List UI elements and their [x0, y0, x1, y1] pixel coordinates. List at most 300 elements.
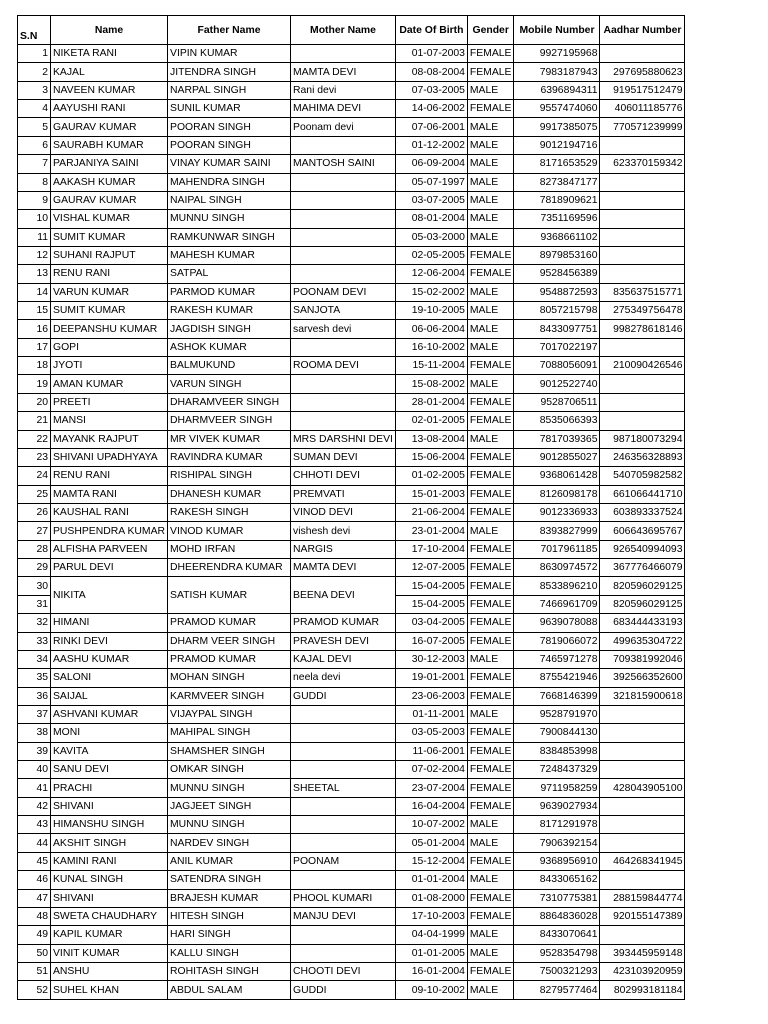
student-name: RENU RANI — [51, 467, 168, 485]
father-name: RISHIPAL SINGH — [168, 467, 291, 485]
row-sn: 36 — [18, 687, 51, 705]
mobile-number: 9528791970 — [514, 705, 600, 723]
father-name: PARMOD KUMAR — [168, 283, 291, 301]
gender: MALE — [467, 302, 514, 320]
date-of-birth: 08-08-2004 — [395, 63, 467, 81]
student-name: SAURABH KUMAR — [51, 136, 168, 154]
gender: MALE — [467, 834, 514, 852]
gender: MALE — [467, 981, 514, 999]
mother-name: VINOD DEVI — [291, 503, 396, 521]
aadhar-number: 367776466079 — [600, 559, 685, 577]
father-name: VIPIN KUMAR — [168, 45, 291, 63]
date-of-birth: 16-07-2005 — [395, 632, 467, 650]
student-name: KAVITA — [51, 742, 168, 760]
header-date-of-birth: Date Of Birth — [395, 16, 467, 45]
aadhar-number — [600, 742, 685, 760]
student-name: ANSHU — [51, 962, 168, 980]
father-name: RAVINDRA KUMAR — [168, 448, 291, 466]
aadhar-number: 428043905100 — [600, 779, 685, 797]
mother-name: SUMAN DEVI — [291, 448, 396, 466]
gender: MALE — [467, 81, 514, 99]
gender: FEMALE — [467, 724, 514, 742]
gender: FEMALE — [467, 265, 514, 283]
date-of-birth: 07-02-2004 — [395, 761, 467, 779]
aadhar-number: 661066441710 — [600, 485, 685, 503]
table-row — [18, 155, 685, 173]
gender: MALE — [467, 375, 514, 393]
student-name: DEEPANSHU KUMAR — [51, 320, 168, 338]
gender: MALE — [467, 705, 514, 723]
date-of-birth: 08-01-2004 — [395, 210, 467, 228]
student-name: NIKITA — [51, 577, 168, 614]
table-row — [18, 357, 685, 375]
student-name: SUHEL KHAN — [51, 981, 168, 999]
header-sn: S.N — [18, 16, 51, 45]
date-of-birth: 15-04-2005 — [395, 577, 467, 595]
table-row — [18, 559, 685, 577]
mother-name: MAHIMA DEVI — [291, 100, 396, 118]
father-name: BRAJESH KUMAR — [168, 889, 291, 907]
table-row — [18, 761, 685, 779]
aadhar-number: 919517512479 — [600, 81, 685, 99]
date-of-birth: 10-07-2002 — [395, 816, 467, 834]
gender: FEMALE — [467, 45, 514, 63]
student-name: RINKI DEVI — [51, 632, 168, 650]
row-sn: 16 — [18, 320, 51, 338]
student-name: MANSI — [51, 412, 168, 430]
father-name: MUNNU SINGH — [168, 210, 291, 228]
aadhar-number: 987180073294 — [600, 430, 685, 448]
father-name: MUNNU SINGH — [168, 816, 291, 834]
row-sn: 34 — [18, 650, 51, 668]
student-name: SAIJAL — [51, 687, 168, 705]
student-name: MAMTA RANI — [51, 485, 168, 503]
father-name: SUNIL KUMAR — [168, 100, 291, 118]
mother-name: MAMTA DEVI — [291, 63, 396, 81]
table-row — [18, 816, 685, 834]
student-name: PUSHPENDRA KUMAR — [51, 522, 168, 540]
date-of-birth: 23-01-2004 — [395, 522, 467, 540]
mobile-number: 8979853160 — [514, 246, 600, 264]
aadhar-number: 288159844774 — [600, 889, 685, 907]
row-sn: 20 — [18, 393, 51, 411]
date-of-birth: 16-04-2004 — [395, 797, 467, 815]
table-row — [18, 834, 685, 852]
aadhar-number — [600, 926, 685, 944]
gender: FEMALE — [467, 632, 514, 650]
father-name: ANIL KUMAR — [168, 852, 291, 870]
mother-name: PRAVESH DEVI — [291, 632, 396, 650]
row-sn: 14 — [18, 283, 51, 301]
date-of-birth: 30-12-2003 — [395, 650, 467, 668]
student-name: PRACHI — [51, 779, 168, 797]
row-sn: 22 — [18, 430, 51, 448]
row-sn: 51 — [18, 962, 51, 980]
father-name: SATPAL — [168, 265, 291, 283]
mobile-number: 8433070641 — [514, 926, 600, 944]
student-name: MAYANK RAJPUT — [51, 430, 168, 448]
row-sn: 13 — [18, 265, 51, 283]
mother-name: NARGIS — [291, 540, 396, 558]
row-sn: 15 — [18, 302, 51, 320]
student-name: KAUSHAL RANI — [51, 503, 168, 521]
gender: FEMALE — [467, 962, 514, 980]
father-name: SATISH KUMAR — [168, 577, 291, 614]
mother-name — [291, 375, 396, 393]
gender: MALE — [467, 816, 514, 834]
student-roster-table — [17, 15, 685, 1000]
mother-name — [291, 393, 396, 411]
mother-name — [291, 173, 396, 191]
row-sn: 48 — [18, 907, 51, 925]
mobile-number: 9012336933 — [514, 503, 600, 521]
gender: FEMALE — [467, 852, 514, 870]
aadhar-number: 820596029125 — [600, 595, 685, 613]
mobile-number: 8171653529 — [514, 155, 600, 173]
student-name: GAURAV KUMAR — [51, 191, 168, 209]
aadhar-number: 246356328893 — [600, 448, 685, 466]
aadhar-number: 770571239999 — [600, 118, 685, 136]
table-row — [18, 577, 685, 595]
gender: FEMALE — [467, 540, 514, 558]
date-of-birth: 15-06-2004 — [395, 448, 467, 466]
aadhar-number — [600, 45, 685, 63]
date-of-birth: 13-08-2004 — [395, 430, 467, 448]
father-name: JAGJEET SINGH — [168, 797, 291, 815]
date-of-birth: 03-04-2005 — [395, 614, 467, 632]
header-name: Name — [51, 16, 168, 45]
row-sn: 17 — [18, 338, 51, 356]
date-of-birth: 16-10-2002 — [395, 338, 467, 356]
table-row — [18, 503, 685, 521]
date-of-birth: 11-06-2001 — [395, 742, 467, 760]
gender: FEMALE — [467, 669, 514, 687]
mobile-number: 7351169596 — [514, 210, 600, 228]
date-of-birth: 05-07-1997 — [395, 173, 467, 191]
date-of-birth: 03-05-2003 — [395, 724, 467, 742]
father-name: MAHENDRA SINGH — [168, 173, 291, 191]
row-sn: 23 — [18, 448, 51, 466]
aadhar-number: 406011185776 — [600, 100, 685, 118]
table-row — [18, 118, 685, 136]
table-row — [18, 614, 685, 632]
mobile-number: 8755421946 — [514, 669, 600, 687]
father-name: MUNNU SINGH — [168, 779, 291, 797]
gender: MALE — [467, 118, 514, 136]
date-of-birth: 02-01-2005 — [395, 412, 467, 430]
student-name: GAURAV KUMAR — [51, 118, 168, 136]
mobile-number: 7819066072 — [514, 632, 600, 650]
gender: MALE — [467, 944, 514, 962]
aadhar-number — [600, 871, 685, 889]
date-of-birth: 01-12-2002 — [395, 136, 467, 154]
mobile-number: 9557474060 — [514, 100, 600, 118]
date-of-birth: 23-07-2004 — [395, 779, 467, 797]
father-name: BALMUKUND — [168, 357, 291, 375]
row-sn: 9 — [18, 191, 51, 209]
table-row — [18, 375, 685, 393]
table-row — [18, 63, 685, 81]
date-of-birth: 17-10-2003 — [395, 907, 467, 925]
mother-name — [291, 136, 396, 154]
aadhar-number — [600, 191, 685, 209]
table-row — [18, 871, 685, 889]
father-name: ABDUL SALAM — [168, 981, 291, 999]
student-name: HIMANI — [51, 614, 168, 632]
aadhar-number: 920155147389 — [600, 907, 685, 925]
table-row — [18, 81, 685, 99]
row-sn: 26 — [18, 503, 51, 521]
table-row — [18, 907, 685, 925]
mother-name — [291, 797, 396, 815]
aadhar-number: 683444433193 — [600, 614, 685, 632]
row-sn: 24 — [18, 467, 51, 485]
date-of-birth: 15-11-2004 — [395, 357, 467, 375]
gender: FEMALE — [467, 761, 514, 779]
aadhar-number — [600, 246, 685, 264]
father-name: NAIPAL SINGH — [168, 191, 291, 209]
mother-name — [291, 724, 396, 742]
aadhar-number — [600, 173, 685, 191]
gender: FEMALE — [467, 687, 514, 705]
date-of-birth: 15-02-2002 — [395, 283, 467, 301]
gender: FEMALE — [467, 797, 514, 815]
father-name: DHANESH KUMAR — [168, 485, 291, 503]
father-name: JITENDRA SINGH — [168, 63, 291, 81]
mobile-number: 8433097751 — [514, 320, 600, 338]
mother-name — [291, 944, 396, 962]
aadhar-number: 998278618146 — [600, 320, 685, 338]
mother-name: PRAMOD KUMAR — [291, 614, 396, 632]
father-name: PRAMOD KUMAR — [168, 650, 291, 668]
table-row — [18, 797, 685, 815]
row-sn: 8 — [18, 173, 51, 191]
row-sn: 35 — [18, 669, 51, 687]
father-name: POORAN SINGH — [168, 118, 291, 136]
aadhar-number: 603893337524 — [600, 503, 685, 521]
aadhar-number: 297695880623 — [600, 63, 685, 81]
student-name: SHIVANI — [51, 797, 168, 815]
student-name: SUMIT KUMAR — [51, 228, 168, 246]
date-of-birth: 05-01-2004 — [395, 834, 467, 852]
date-of-birth: 01-02-2005 — [395, 467, 467, 485]
mother-name — [291, 761, 396, 779]
gender: MALE — [467, 173, 514, 191]
father-name: POORAN SINGH — [168, 136, 291, 154]
table-row — [18, 779, 685, 797]
mother-name: MRS DARSHNI DEVI — [291, 430, 396, 448]
mobile-number: 9639078088 — [514, 614, 600, 632]
date-of-birth: 01-01-2004 — [395, 871, 467, 889]
date-of-birth: 17-10-2004 — [395, 540, 467, 558]
mother-name — [291, 926, 396, 944]
date-of-birth: 15-04-2005 — [395, 595, 467, 613]
table-row — [18, 173, 685, 191]
mobile-number: 8393827999 — [514, 522, 600, 540]
father-name: DHEERENDRA KUMAR — [168, 559, 291, 577]
father-name: PRAMOD KUMAR — [168, 614, 291, 632]
student-name: VINIT KUMAR — [51, 944, 168, 962]
row-sn: 47 — [18, 889, 51, 907]
mobile-number: 7017961185 — [514, 540, 600, 558]
row-sn: 12 — [18, 246, 51, 264]
mother-name: sarvesh devi — [291, 320, 396, 338]
student-name: AASHU KUMAR — [51, 650, 168, 668]
aadhar-number — [600, 136, 685, 154]
date-of-birth: 19-10-2005 — [395, 302, 467, 320]
aadhar-number: 820596029125 — [600, 577, 685, 595]
mobile-number: 9548872593 — [514, 283, 600, 301]
row-sn: 21 — [18, 412, 51, 430]
table-row — [18, 944, 685, 962]
gender: FEMALE — [467, 412, 514, 430]
mobile-number: 8535066393 — [514, 412, 600, 430]
father-name: ASHOK KUMAR — [168, 338, 291, 356]
table-row — [18, 540, 685, 558]
father-name: NARPAL SINGH — [168, 81, 291, 99]
father-name: RAMKUNWAR SINGH — [168, 228, 291, 246]
aadhar-number — [600, 834, 685, 852]
row-sn: 42 — [18, 797, 51, 815]
row-sn: 10 — [18, 210, 51, 228]
table-row — [18, 448, 685, 466]
date-of-birth: 05-03-2000 — [395, 228, 467, 246]
mother-name: GUDDI — [291, 687, 396, 705]
mobile-number: 8433065162 — [514, 871, 600, 889]
row-sn: 4 — [18, 100, 51, 118]
gender: FEMALE — [467, 63, 514, 81]
student-name: KUNAL SINGH — [51, 871, 168, 889]
father-name: KARMVEER SINGH — [168, 687, 291, 705]
mother-name: CHOOTI DEVI — [291, 962, 396, 980]
mobile-number: 7900844130 — [514, 724, 600, 742]
row-sn: 41 — [18, 779, 51, 797]
gender: MALE — [467, 283, 514, 301]
student-name: AAKASH KUMAR — [51, 173, 168, 191]
student-name: PARUL DEVI — [51, 559, 168, 577]
mother-name: MAMTA DEVI — [291, 559, 396, 577]
student-name: HIMANSHU SINGH — [51, 816, 168, 834]
mother-name: GUDDI — [291, 981, 396, 999]
student-name: KAMINI RANI — [51, 852, 168, 870]
date-of-birth: 15-08-2002 — [395, 375, 467, 393]
gender: FEMALE — [467, 779, 514, 797]
student-name: SHIVANI — [51, 889, 168, 907]
row-sn: 33 — [18, 632, 51, 650]
father-name: NARDEV SINGH — [168, 834, 291, 852]
date-of-birth: 19-01-2001 — [395, 669, 467, 687]
mobile-number: 9917385075 — [514, 118, 600, 136]
mother-name: POONAM — [291, 852, 396, 870]
row-sn: 38 — [18, 724, 51, 742]
row-sn: 19 — [18, 375, 51, 393]
student-name: RENU RANI — [51, 265, 168, 283]
mobile-number: 8384853998 — [514, 742, 600, 760]
father-name: MOHAN SINGH — [168, 669, 291, 687]
mother-name: neela devi — [291, 669, 396, 687]
aadhar-number: 275349756478 — [600, 302, 685, 320]
mobile-number: 8057215798 — [514, 302, 600, 320]
gender: MALE — [467, 320, 514, 338]
mobile-number: 8171291978 — [514, 816, 600, 834]
row-sn: 5 — [18, 118, 51, 136]
gender: FEMALE — [467, 503, 514, 521]
table-row — [18, 889, 685, 907]
mother-name: ROOMA DEVI — [291, 357, 396, 375]
aadhar-number — [600, 338, 685, 356]
student-name: VISHAL KUMAR — [51, 210, 168, 228]
table-row — [18, 650, 685, 668]
father-name: VINAY KUMAR SAINI — [168, 155, 291, 173]
mother-name: PREMVATI — [291, 485, 396, 503]
mother-name: POONAM DEVI — [291, 283, 396, 301]
father-name: RAKESH SINGH — [168, 503, 291, 521]
aadhar-number: 709381992046 — [600, 650, 685, 668]
row-sn: 32 — [18, 614, 51, 632]
gender: FEMALE — [467, 577, 514, 595]
date-of-birth: 06-06-2004 — [395, 320, 467, 338]
aadhar-number — [600, 797, 685, 815]
aadhar-number: 210090426546 — [600, 357, 685, 375]
table-row — [18, 265, 685, 283]
table-row — [18, 962, 685, 980]
table-row — [18, 191, 685, 209]
gender: FEMALE — [467, 559, 514, 577]
mother-name: vishesh devi — [291, 522, 396, 540]
student-name: VARUN KUMAR — [51, 283, 168, 301]
aadhar-number: 606643695767 — [600, 522, 685, 540]
mobile-number: 8630974572 — [514, 559, 600, 577]
father-name: SHAMSHER SINGH — [168, 742, 291, 760]
mother-name — [291, 338, 396, 356]
mother-name — [291, 412, 396, 430]
aadhar-number — [600, 375, 685, 393]
table-row — [18, 687, 685, 705]
student-name: AKSHIT SINGH — [51, 834, 168, 852]
header-gender: Gender — [467, 16, 514, 45]
student-name: NIKETA RANI — [51, 45, 168, 63]
gender: MALE — [467, 522, 514, 540]
gender: FEMALE — [467, 889, 514, 907]
mother-name: KAJAL DEVI — [291, 650, 396, 668]
mother-name — [291, 742, 396, 760]
date-of-birth: 15-01-2003 — [395, 485, 467, 503]
row-sn: 46 — [18, 871, 51, 889]
aadhar-number — [600, 412, 685, 430]
date-of-birth: 06-09-2004 — [395, 155, 467, 173]
student-name: ALFISHA PARVEEN — [51, 540, 168, 558]
student-name: KAPIL KUMAR — [51, 926, 168, 944]
student-name: SALONI — [51, 669, 168, 687]
student-name: AMAN KUMAR — [51, 375, 168, 393]
mobile-number: 7818909621 — [514, 191, 600, 209]
mobile-number: 7668146399 — [514, 687, 600, 705]
gender: MALE — [467, 136, 514, 154]
mobile-number: 9528706511 — [514, 393, 600, 411]
aadhar-number — [600, 724, 685, 742]
row-sn: 31 — [18, 595, 51, 613]
mobile-number: 9368956910 — [514, 852, 600, 870]
father-name: OMKAR SINGH — [168, 761, 291, 779]
mobile-number: 9927195968 — [514, 45, 600, 63]
student-name: SHIVANI UPADHYAYA — [51, 448, 168, 466]
mother-name: MANJU DEVI — [291, 907, 396, 925]
table-row — [18, 724, 685, 742]
row-sn: 43 — [18, 816, 51, 834]
aadhar-number — [600, 705, 685, 723]
mother-name — [291, 265, 396, 283]
gender: FEMALE — [467, 246, 514, 264]
